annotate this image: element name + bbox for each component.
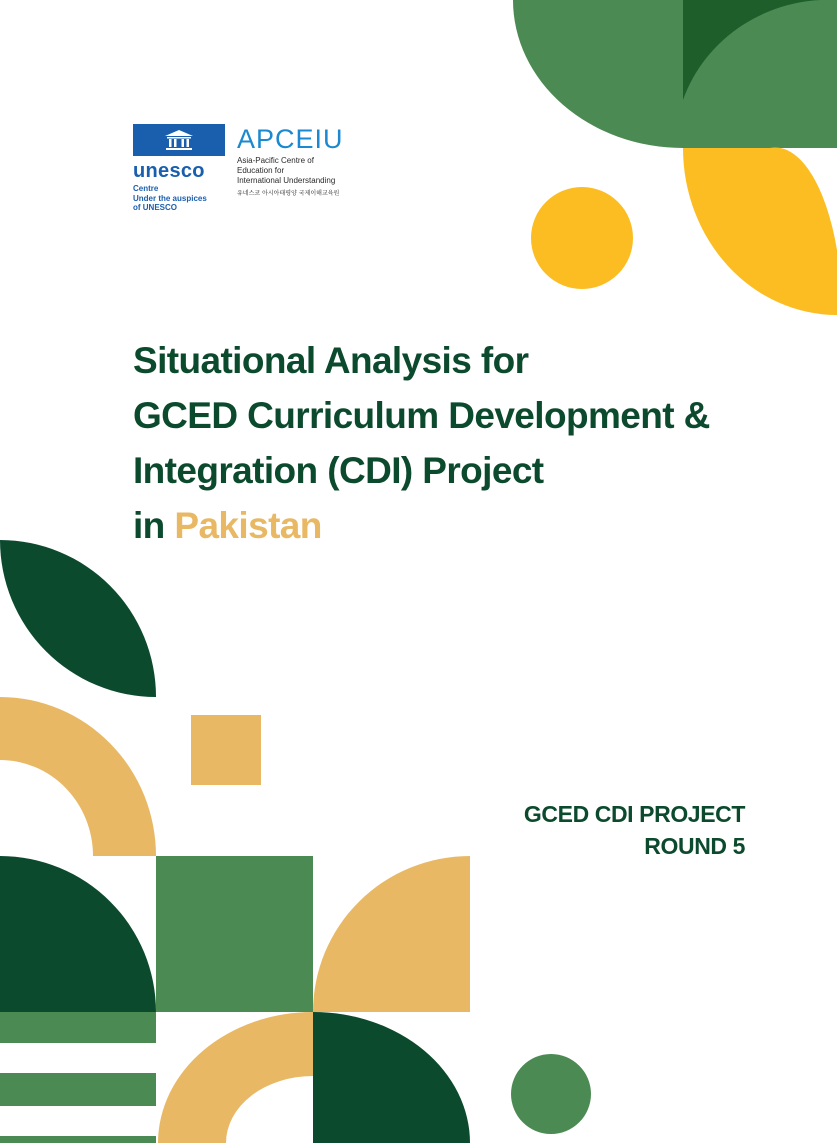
round-number: ROUND 5	[644, 833, 745, 859]
apceiu-korean-name: 유네스코 아시아태평양 국제이해교육원	[237, 190, 340, 197]
unesco-temple-emblem	[133, 124, 225, 156]
unesco-subtitle-line: Under the auspices	[133, 193, 207, 203]
title-line-country	[133, 498, 793, 553]
green-stripe-shape	[0, 1073, 156, 1106]
apceiu-logo	[237, 124, 377, 198]
title-line: Integration (CDI) Project	[133, 450, 544, 491]
yellow-leaf-shape	[683, 147, 837, 315]
unesco-subtitle-line: of UNESCO	[133, 203, 177, 212]
green-circle-shape	[511, 1054, 591, 1134]
apceiu-subtitle	[237, 156, 377, 186]
sand-square-shape	[191, 715, 261, 785]
green-leaf-shape	[513, 0, 683, 148]
green-square-shape	[156, 856, 313, 1012]
unesco-subtitle	[133, 184, 227, 213]
dark-quarter-shape	[313, 1012, 470, 1143]
sand-quarter-shape	[313, 856, 470, 1012]
dark-leaf-shape	[0, 540, 156, 697]
document-title	[133, 333, 793, 553]
unesco-wordmark: unesco	[133, 160, 205, 182]
project-name: GCED CDI PROJECT	[523, 801, 745, 827]
country-name: Pakistan	[174, 505, 322, 546]
apceiu-subtitle-line: Education for	[237, 166, 285, 175]
title-prefix: in	[133, 505, 175, 546]
dark-quarter-shape	[0, 856, 156, 1012]
green-stripe-shape	[0, 1136, 156, 1143]
title-line: Situational Analysis for	[133, 340, 529, 381]
apceiu-subtitle-line: Asia-Pacific Centre of	[237, 156, 314, 165]
apceiu-wordmark: APCEIU	[237, 124, 344, 154]
unesco-logo	[133, 124, 227, 213]
unesco-subtitle-line: Centre	[133, 184, 159, 193]
yellow-circle-shape	[531, 187, 633, 289]
sand-arch-shape	[0, 697, 156, 856]
project-round-label	[524, 798, 745, 862]
temple-icon	[162, 128, 196, 152]
apceiu-subtitle-line: International Understanding	[237, 176, 336, 185]
sand-ring-shape	[158, 1012, 313, 1143]
green-stripe-shape	[0, 1012, 156, 1043]
title-line: GCED Curriculum Development &	[133, 395, 710, 436]
